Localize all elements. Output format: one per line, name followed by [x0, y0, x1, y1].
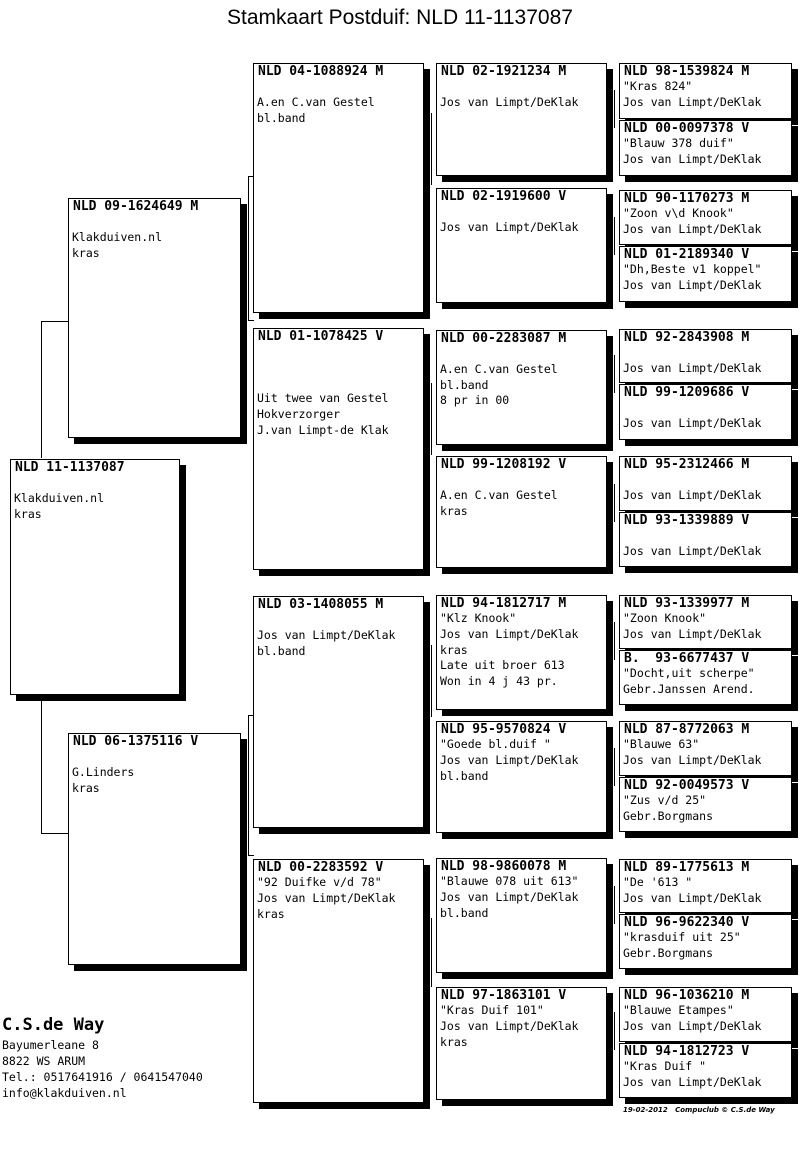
ring-number: NLD 92-0049573 V: [624, 778, 750, 793]
detail-line: Jos van Limpt/DeKlak: [623, 752, 762, 767]
detail-line: Jos van Limpt/DeKlak: [623, 277, 762, 292]
ring-number: B. 93-6677437 V: [624, 651, 750, 666]
pigeon-card: [10, 459, 180, 695]
ring-number: NLD 99-1209686 V: [624, 385, 750, 400]
connector-line: [614, 622, 615, 660]
detail-line: Uit twee van Gestel: [257, 391, 389, 406]
detail-line: bl.band: [257, 643, 306, 658]
detail-line: Jos van Limpt/DeKlak: [623, 1074, 762, 1089]
detail-line: [440, 79, 606, 95]
detail-line: "Zus v/d 25": [623, 793, 707, 807]
detail-line: [257, 344, 423, 360]
detail-line: Jos van Limpt/DeKlak: [623, 487, 762, 502]
detail-line: [257, 360, 423, 376]
detail-line: [440, 204, 606, 220]
pigeon-details: [623, 1059, 791, 1091]
detail-line: kras: [440, 642, 468, 657]
page-title: Stamkaart Postduif: NLD 11-1137087: [227, 6, 573, 29]
connector-line: [614, 90, 615, 128]
connector-line: [614, 355, 615, 393]
detail-line: kras: [440, 1034, 468, 1049]
pigeon-details: [623, 528, 791, 560]
detail-line: [440, 472, 606, 488]
connector-line: [431, 383, 432, 455]
pigeon-details: [623, 737, 791, 769]
ring-number: NLD 99-1208192 V: [441, 457, 567, 472]
detail-line: [72, 214, 240, 230]
detail-line: "Kras Duif 101": [440, 1003, 544, 1017]
detail-line: Jos van Limpt/DeKlak: [440, 1018, 579, 1033]
detail-line: "Kras Duif ": [623, 1059, 707, 1073]
detail-line: kras: [72, 780, 100, 795]
detail-line: A.en C.van Gestel: [440, 361, 558, 376]
pigeon-card: [619, 246, 792, 302]
detail-line: "Docht,uit scherpe": [623, 666, 755, 680]
pigeon-card: [619, 1043, 792, 1098]
pigeon-card: [436, 721, 607, 833]
pigeon-details: [257, 875, 423, 922]
pigeon-card: [436, 456, 607, 568]
detail-line: Late uit broer 613: [440, 658, 565, 673]
connector-line: [41, 700, 42, 833]
pigeon-card: [68, 733, 241, 965]
ring-number: NLD 97-1863101 V: [441, 988, 567, 1003]
pigeon-card: [619, 595, 792, 649]
pigeon-details: [623, 206, 791, 238]
pigeon-details: [623, 666, 791, 698]
pigeon-details: [623, 611, 791, 643]
pigeon-card: [253, 596, 424, 828]
detail-line: Jos van Limpt/DeKlak: [623, 543, 762, 558]
ring-number: NLD 94-1812723 V: [624, 1044, 750, 1059]
detail-line: [623, 345, 791, 361]
connector-line: [614, 1012, 615, 1050]
pigeon-card: [253, 63, 424, 313]
detail-line: Jos van Limpt/DeKlak: [623, 151, 762, 166]
ring-number: NLD 96-1036210 M: [624, 988, 750, 1003]
ring-number: NLD 90-1170273 M: [624, 191, 750, 206]
pigeon-details: [14, 475, 179, 522]
connector-line: [614, 484, 615, 522]
detail-line: Jos van Limpt/DeKlak: [623, 626, 762, 641]
detail-line: "De '613 ": [623, 875, 693, 889]
breeder-phone: Tel.: 0517641916 / 0641547040: [2, 1070, 203, 1084]
pigeon-card: [253, 328, 424, 570]
detail-line: bl.band: [440, 377, 489, 392]
pigeon-details: [72, 214, 240, 261]
pigeon-card: [619, 120, 792, 176]
ring-number: NLD 00-2283087 M: [441, 331, 567, 346]
pigeon-card: [619, 456, 792, 511]
ring-number: NLD 01-2189340 V: [624, 247, 750, 262]
ring-number: NLD 11-1137087: [15, 460, 125, 475]
connector-line: [248, 855, 254, 856]
detail-line: Hokverzorger: [257, 407, 341, 422]
connector-line: [614, 748, 615, 786]
detail-line: [623, 400, 791, 416]
ring-number: NLD 98-9860078 M: [441, 859, 567, 874]
pigeon-card: [68, 198, 241, 438]
ring-number: NLD 87-8772063 M: [624, 722, 750, 737]
breeder-address: Bayumerleane 8: [2, 1038, 99, 1052]
detail-line: kras: [440, 503, 468, 518]
detail-line: "Kras 824": [623, 79, 693, 93]
detail-line: Jos van Limpt/DeKlak: [257, 890, 396, 905]
pigeon-card: [436, 858, 607, 973]
detail-line: "Blauw 378 duif": [623, 136, 734, 150]
ring-number: NLD 96-9622340 V: [624, 915, 750, 930]
detail-line: [440, 346, 606, 362]
ring-number: NLD 92-2843908 M: [624, 330, 750, 345]
connector-line: [41, 321, 42, 458]
detail-line: "Blauwe 63": [623, 737, 700, 751]
ring-number: NLD 89-1775613 M: [624, 860, 750, 875]
pigeon-card: [436, 987, 607, 1100]
detail-line: Gebr.Borgmans: [623, 808, 714, 823]
pigeon-details: [623, 345, 791, 377]
pigeon-card: [619, 914, 792, 969]
pigeon-details: [440, 472, 606, 519]
detail-line: Jos van Limpt/DeKlak: [440, 626, 579, 641]
pigeon-details: [440, 204, 606, 236]
pigeon-card: [436, 330, 607, 445]
ring-number: NLD 93-1339889 V: [624, 513, 750, 528]
detail-line: Jos van Limpt/DeKlak: [623, 221, 762, 236]
pigeon-details: [623, 262, 791, 294]
detail-line: Jos van Limpt/DeKlak: [440, 889, 579, 904]
detail-line: J.van Limpt-de Klak: [257, 422, 389, 437]
detail-line: kras: [257, 906, 285, 921]
detail-line: Jos van Limpt/DeKlak: [623, 360, 762, 375]
pigeon-details: [440, 737, 606, 784]
detail-line: bl.band: [440, 768, 489, 783]
detail-line: bl.band: [440, 905, 489, 920]
connector-line: [614, 886, 615, 924]
pigeon-details: [623, 875, 791, 907]
pigeon-card: [619, 329, 792, 383]
pigeon-card: [619, 650, 792, 705]
detail-line: Jos van Limpt/DeKlak: [440, 94, 579, 109]
ring-number: NLD 95-2312466 M: [624, 457, 750, 472]
detail-line: Jos van Limpt/DeKlak: [257, 627, 396, 642]
pigeon-details: [72, 749, 240, 796]
pigeon-card: [436, 595, 607, 710]
pigeon-details: [440, 346, 606, 409]
detail-line: [623, 472, 791, 488]
detail-line: Klakduiven.nl: [72, 229, 163, 244]
breeder-info: [2, 1013, 203, 1101]
ring-number: NLD 02-1919600 V: [441, 189, 567, 204]
connector-line: [431, 645, 432, 717]
connector-line: [41, 321, 68, 322]
detail-line: "Zoon Knook": [623, 611, 707, 625]
ring-number: NLD 98-1539824 M: [624, 64, 750, 79]
ring-number: NLD 00-0097378 V: [624, 121, 750, 136]
pigeon-card: [619, 777, 792, 832]
ring-number: NLD 93-1339977 M: [624, 596, 750, 611]
pigeon-card: [619, 190, 792, 245]
connector-line: [41, 833, 68, 834]
detail-line: "Zoon v\d Knook": [623, 206, 734, 220]
detail-line: A.en C.van Gestel: [440, 487, 558, 502]
ring-number: NLD 06-1375116 V: [73, 734, 199, 749]
pigeon-details: [440, 1003, 606, 1050]
pigeon-details: [440, 874, 606, 921]
ring-number: NLD 00-2283592 V: [258, 860, 384, 875]
detail-line: Klakduiven.nl: [14, 490, 105, 505]
pigeon-card: [619, 721, 792, 776]
ring-number: NLD 94-1812717 M: [441, 596, 567, 611]
detail-line: Jos van Limpt/DeKlak: [623, 1018, 762, 1033]
ring-number: NLD 04-1088924 M: [258, 64, 384, 79]
detail-line: kras: [14, 506, 42, 521]
detail-line: Won in 4 j 43 pr.: [440, 674, 558, 689]
detail-line: "Dh,Beste v1 koppel": [623, 262, 762, 276]
detail-line: [14, 475, 179, 491]
detail-line: Gebr.Janssen Arend.: [623, 681, 755, 696]
footer-credit: 19-02-2012 Compuclub © C.S.de Way: [623, 1106, 775, 1114]
ring-number: NLD 09-1624649 M: [73, 199, 199, 214]
detail-line: A.en C.van Gestel: [257, 94, 375, 109]
pigeon-card: [619, 987, 792, 1042]
connector-line: [248, 715, 249, 855]
pigeon-details: [623, 136, 791, 168]
pigeon-details: [257, 612, 423, 659]
pigeon-details: [257, 344, 423, 439]
pigeon-card: [619, 63, 792, 119]
connector-line: [248, 176, 249, 320]
pigeon-details: [623, 472, 791, 504]
detail-line: Jos van Limpt/DeKlak: [623, 890, 762, 905]
pigeon-details: [623, 79, 791, 111]
pigeon-details: [623, 400, 791, 432]
detail-line: Jos van Limpt/DeKlak: [623, 415, 762, 430]
connector-line: [431, 918, 432, 987]
detail-line: "Klz Knook": [440, 611, 517, 625]
pigeon-details: [623, 793, 791, 825]
connector-line: [248, 320, 254, 321]
detail-line: kras: [72, 245, 100, 260]
detail-line: [257, 79, 423, 95]
ring-number: NLD 01-1078425 V: [258, 329, 384, 344]
pigeon-card: [619, 384, 792, 440]
detail-line: "92 Duifke v/d 78": [257, 875, 382, 889]
connector-line: [614, 217, 615, 255]
breeder-city: 8822 WS ARUM: [2, 1054, 86, 1068]
pigeon-card: [436, 188, 607, 303]
pigeon-details: [623, 1003, 791, 1035]
ring-number: NLD 02-1921234 M: [441, 64, 567, 79]
detail-line: [257, 612, 423, 628]
detail-line: [72, 749, 240, 765]
breeder-name: C.S.de Way: [2, 1015, 105, 1035]
pigeon-details: [440, 79, 606, 111]
detail-line: Jos van Limpt/DeKlak: [440, 219, 579, 234]
detail-line: "Goede bl.duif ": [440, 737, 551, 751]
detail-line: Jos van Limpt/DeKlak: [440, 752, 579, 767]
detail-line: "Blauwe Etampes": [623, 1003, 734, 1017]
detail-line: Gebr.Borgmans: [623, 945, 714, 960]
breeder-email: info@klakduiven.nl: [2, 1086, 127, 1100]
detail-line: [623, 528, 791, 544]
detail-line: Jos van Limpt/DeKlak: [623, 94, 762, 109]
detail-line: "Blauwe 078 uit 613": [440, 874, 579, 888]
pigeon-details: [623, 930, 791, 962]
pigeon-details: [257, 79, 423, 126]
detail-line: bl.band: [257, 110, 306, 125]
pigeon-card: [619, 859, 792, 913]
connector-line: [431, 113, 432, 185]
detail-line: [257, 376, 423, 392]
pigeon-card: [253, 859, 424, 1103]
pigeon-card: [436, 63, 607, 176]
ring-number: NLD 95-9570824 V: [441, 722, 567, 737]
detail-line: "krasduif uit 25": [623, 930, 741, 944]
ring-number: NLD 03-1408055 M: [258, 597, 384, 612]
pigeon-details: [440, 611, 606, 690]
pigeon-card: [619, 512, 792, 567]
detail-line: G.Linders: [72, 764, 135, 779]
detail-line: 8 pr in 00: [440, 393, 510, 408]
